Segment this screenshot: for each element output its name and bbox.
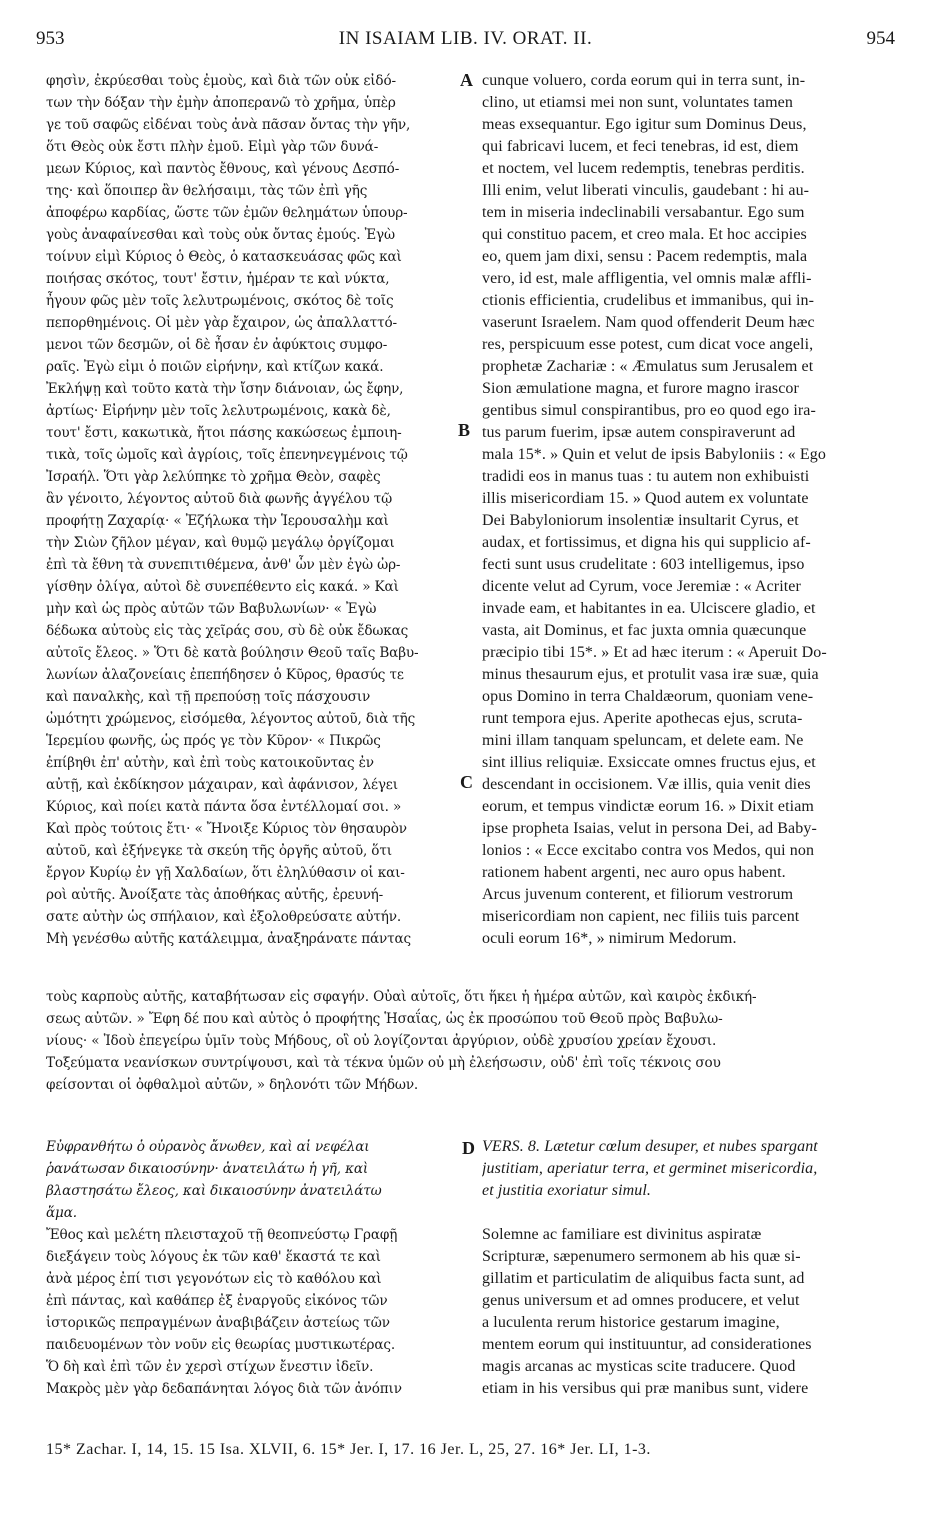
text-line: Ἰσραήλ. Ὅτι γὰρ λελύπηκε τὸ χρῆμα Θεὸν, σαφὲς bbox=[46, 469, 381, 485]
text-line: ραῖς. Ἐγὼ εἰμι ὁ ποιῶν εἰρήνην, καὶ κτίζων κακά. bbox=[46, 359, 384, 375]
text-line: opus Domino in terra Chaldæorum, quoniam vene- bbox=[482, 688, 814, 705]
text-line: meas exsequantur. Ego igitur sum Dominus Deus, bbox=[482, 116, 807, 133]
latin-commentary bbox=[482, 1224, 902, 1400]
text-line: ἐπίβηθι ἐπ' αὐτὴν, καὶ ἐπὶ τοὺς κατοικοῦντας ἐν bbox=[46, 755, 374, 771]
text-line: γίσθην ὀλίγα, αὐτοὶ δὲ συνεπέθεντο εἰς κακά. » Καὶ bbox=[46, 579, 399, 595]
text-line: qui fabricavi lucem, et feci tenebras, id est, diem bbox=[482, 138, 799, 155]
latin-verse-heading bbox=[482, 1136, 902, 1202]
text-line: vero, id est, male affligentia, vel omnis malæ affli- bbox=[482, 270, 812, 287]
text-line: oculi eorum 16*, » nimirum Medorum. bbox=[482, 930, 737, 947]
text-line: ἅμα. bbox=[46, 1205, 77, 1221]
text-line: γοὺς ἀναφαίνεσθαι καὶ τοὺς οὐκ ὄντας ἐμούς. Ἐγὼ bbox=[46, 227, 395, 243]
text-line: eorum, et tempus vindictæ eorum 16. » Dixit etiam bbox=[482, 798, 814, 815]
text-line: Τοξεύματα νεανίσκων συντρίψουσι, καὶ τὰ τέκνα ὑμῶν οὐ μὴ ἐλεήσωσιν, οὐδ' ἐπὶ τοῖς τέκνοις σου bbox=[46, 1055, 721, 1071]
running-header bbox=[36, 28, 895, 58]
text-line: magis arcanas ac mysticas scite traducere. Quod bbox=[482, 1358, 796, 1375]
text-line: ὅτι Θεὸς οὐκ ἔστι πλὴν ἐμοῦ. Εἰμὶ γὰρ τῶν δυνά- bbox=[46, 139, 379, 155]
greek-column-bottom bbox=[46, 1136, 464, 1400]
text-line: ἐπὶ τὰ ἔθνη τὰ συνεπιτιθέμενα, ἀνθ' ὧν μὲν ἐγὼ ὠρ- bbox=[46, 557, 401, 573]
text-line: Κύριος, καὶ ποίει κατὰ πάντα ὅσα ἐντέλλομαί σοι. » bbox=[46, 799, 402, 815]
text-line: a luculenta rerum historice gestarum imagine, bbox=[482, 1314, 780, 1331]
text-line: της· καὶ ὅποιπερ ἂν θελήσαιμι, τὰς τῶν ἐπὶ γῆς bbox=[46, 183, 368, 199]
text-line: Scripturæ, sæpenumero sermonem ab his quæ si- bbox=[482, 1248, 801, 1265]
section-marker-c: C bbox=[460, 772, 473, 792]
text-line: λωνίων ἀλαζονείαις ἐπεπήδησεν ὁ Κῦρος, θρασύς τε bbox=[46, 667, 404, 683]
text-line: πεπορθημένοις. Οἱ μὲν γὰρ ἔχαιρον, ὡς ἀπαλλαττό- bbox=[46, 315, 397, 331]
text-line: μενοι τῶν δεσμῶν, οἱ δὲ ἦσαν ἐν ἀφύκτοις συμφο- bbox=[46, 337, 388, 353]
text-line: invade eam, et habitantes in ea. Ulciscere gladio, et bbox=[482, 600, 816, 617]
text-line: mini illam tanquam speluncam, et delete eam. Ne bbox=[482, 732, 804, 749]
text-line: tus parum fuerim, ipsæ autem conspiraverunt ad bbox=[482, 424, 796, 441]
text-line: δέδωκα αὐτοὺς εἰς τὰς χεῖράς σου, σὺ δὲ οὐκ ἔδωκας bbox=[46, 623, 409, 639]
text-line: παιδευομένων τὸν νοῦν εἰς θεωρίας μυστικωτέρας. bbox=[46, 1337, 395, 1353]
text-line: γε τοῦ σαφῶς εἰδέναι τοὺς ἀνὰ πᾶσαν ὄντας τὴν γῆν, bbox=[46, 117, 411, 133]
text-line: rationem habent argenti, nec auro opus habent. bbox=[482, 864, 786, 881]
text-line: et justitia exoriatur simul. bbox=[482, 1182, 652, 1199]
text-line: τοὺς καρποὺς αὐτῆς, καταβήτωσαν εἰς σφαγήν. Οὐαὶ αὐτοῖς, ὅτι ἥκει ἡ ἡμέρα αὐτῶν, καὶ καιρὸς ἐκδική- bbox=[46, 989, 757, 1005]
text-line: sint illius reliquiæ. Exsiccate omnes fructus ejus, et bbox=[482, 754, 816, 771]
text-line: σατε αὐτὴν ὡς σπήλαιον, καὶ ἐξολοθρεύσατε αὐτήν. bbox=[46, 909, 402, 925]
text-line: ctionis efficientia, crudelibus et immanibus, qui in- bbox=[482, 292, 815, 309]
text-line: σεως αὐτῶν. » Ἔφη δέ που καὶ αὐτὸς ὁ προφήτης Ἡσαΐας, ὡς ἐκ προσώπου τοῦ Θεοῦ πρὸς Βαβυλω- bbox=[46, 1011, 723, 1027]
text-line: ῥανάτωσαν δικαιοσύνην· ἀνατειλάτω ἡ γῆ, καὶ bbox=[46, 1161, 369, 1177]
text-line: mentem eorum qui instituuntur, ad considerationes bbox=[482, 1336, 812, 1353]
text-line: Μακρὸς μὲν γὰρ δεδαπάνηται λόγος διὰ τῶν ἀνόπιν bbox=[46, 1381, 402, 1397]
section-marker-b: B bbox=[458, 420, 471, 440]
text-line: διεξάγειν τοὺς λόγους ἐκ τῶν καθ' ἕκαστά τε καὶ bbox=[46, 1249, 381, 1265]
footnotes: 15* Zachar. I, 14, 15. 15 Isa. XLVII, 6. 15* Jer. I, 17. 16 Jer. L, 25, 27. 16* Jer. LI, 1-3. bbox=[46, 1441, 651, 1458]
text-line: fecti sunt usus crudelitate : 603 intelligemus, ipso bbox=[482, 556, 805, 573]
text-line: Ἐκλήψῃ καὶ τοῦτο κατὰ τὴν ἴσην διάνοιαν, ὡς ἔφην, bbox=[46, 381, 404, 397]
text-line: φείσονται οἱ ὀφθαλμοὶ αὐτῶν, » δηλονότι τῶν Μήδων. bbox=[46, 1077, 419, 1093]
text-line: Ὅ δὴ καὶ ἐπὶ τῶν ἐν χερσὶ στίχων ἔνεστιν ἰδεῖν. bbox=[46, 1359, 374, 1375]
text-line: βλαστησάτω ἔλεος, καὶ δικαιοσύνην ἀνατειλάτω bbox=[46, 1183, 382, 1199]
text-line: ἀποφέρω καρδίας, ὥστε τῶν ἐμῶν θελημάτων ὑπουρ- bbox=[46, 205, 408, 221]
text-line: Καὶ πρὸς τούτοις ἔτι· « Ἤνοιξε Κύριος τὸν θησαυρὸν bbox=[46, 821, 407, 837]
text-line: Ἔθος καὶ μελέτη πλεισταχοῦ τῇ θεοπνεύστῳ Γραφῇ bbox=[46, 1227, 398, 1243]
greek-full-width-block bbox=[46, 986, 906, 1096]
text-line: καὶ παναλκὴς, καὶ τῇ πρεπούσῃ τοῖς πάσχουσιν bbox=[46, 689, 371, 705]
section-marker-a: A bbox=[460, 70, 473, 90]
text-line: lonios : « Ecce excitabo contra vos Medos, qui non bbox=[482, 842, 815, 859]
text-line: runt tempora ejus. Aperite apothecas ejus, scruta- bbox=[482, 710, 803, 727]
text-line: μεων Κύριος, καὶ παντὸς ἔθνους, καὶ γένους Δεσπό- bbox=[46, 161, 400, 177]
text-line: ἀρτίως· Εἰρήνην μὲν τοῖς λελυτρωμένοις, κακὰ δὲ, bbox=[46, 403, 391, 419]
page-number-right: 954 bbox=[866, 28, 895, 49]
text-line: VERS. 8. Lætetur cœlum desuper, et nubes spargant bbox=[482, 1138, 818, 1155]
spacer bbox=[482, 1202, 902, 1224]
text-line: vaserunt Israelem. Nam quod offenderit Deum hæc bbox=[482, 314, 815, 331]
text-line: Εὐφρανθήτω ὁ οὐρανὸς ἄνωθεν, καὶ αἱ νεφέλαι bbox=[46, 1139, 370, 1155]
text-line: illis misericordiam 15. » Quod autem ex voluntate bbox=[482, 490, 809, 507]
text-line: ροὶ αὐτῆς. Ἀνοίξατε τὰς ἀποθήκας αὐτῆς, ἐρευνή- bbox=[46, 887, 384, 903]
text-line: audax, et fortissimus, et digna his qui supplicio af- bbox=[482, 534, 811, 551]
text-line: clino, ut etiamsi mei non sunt, voluntates tamen bbox=[482, 94, 793, 111]
text-line: αὐτοῖς ἔλεος. » Ὅτι δὲ κατὰ βούλησιν Θεοῦ ταῖς Βαβυ- bbox=[46, 645, 419, 661]
text-line: τοίνυν εἰμὶ Κύριος ὁ Θεὸς, ὁ κατασκευάσας φῶς καὶ bbox=[46, 249, 402, 265]
text-line: gentibus simul conspirantibus, pro eo quod ego ira- bbox=[482, 402, 816, 419]
text-line: Arcus juvenum conterent, et filiorum vestrorum bbox=[482, 886, 794, 903]
text-line: τουτ' ἔστι, κακωτικὰ, ἤτοι πάσης κακώσεως ἐμποιη- bbox=[46, 425, 402, 441]
text-line: ἦγουν φῶς μὲν τοῖς λελυτρωμένοις, σκότος δὲ τοῖς bbox=[46, 293, 394, 309]
text-line: vasta, ait Dominus, et fac juxta omnia quæcunque bbox=[482, 622, 807, 639]
running-title: IN ISAIAM LIB. IV. ORAT. II. bbox=[338, 28, 593, 49]
text-line: τὴν Σιὼν ζῆλον μέγαν, καὶ θυμῷ μεγάλῳ ὀργίζομαι bbox=[46, 535, 395, 551]
text-line: etiam in his versibus qui præ manibus sunt, videre bbox=[482, 1380, 809, 1397]
text-line: qui constituo pacem, et creo mala. Et hoc accipies bbox=[482, 226, 807, 243]
page-number-left: 953 bbox=[36, 28, 65, 49]
text-line: ἀνὰ μέρος ἐπί τισι γεγονότων εἰς τὸ καθόλου καὶ bbox=[46, 1271, 382, 1287]
latin-column-bottom bbox=[482, 1136, 902, 1400]
text-line: των τὴν δόξαν τὴν ἐμὴν ἀποπερανῶ τὸ χρῆμα, ὑπὲρ bbox=[46, 95, 396, 111]
text-line: et noctem, vel lucem redemptis, tenebras perditis. bbox=[482, 160, 805, 177]
text-line: eo, quem jam dixi, sensu : Pacem redemptis, mala bbox=[482, 248, 808, 265]
text-line: Dei Babyloniorum insolentiæ insultarit Cyrus, et bbox=[482, 512, 799, 529]
text-line: ποιήσας σκότος, τουτ' ἔστιν, ἡμέραν τε καὶ νύκτα, bbox=[46, 271, 390, 287]
text-line: tradidi eos in manus tuas : tu autem non exhibuisti bbox=[482, 468, 810, 485]
text-line: Illi enim, velut liberati vinculis, gaudebant : hi au- bbox=[482, 182, 810, 199]
text-line: genus universum et ad omnes producere, et velut bbox=[482, 1292, 800, 1309]
text-line: res, perspicuum esse potest, cum dicat voce angeli, bbox=[482, 336, 814, 353]
text-line: misericordiam non capient, nec filiis tuis parcent bbox=[482, 908, 800, 925]
text-line: φησὶν, ἐκρύεσθαι τοὺς ἐμοὺς, καὶ διὰ τῶν οὐκ εἰδό- bbox=[46, 73, 396, 89]
section-marker-d: D bbox=[462, 1138, 475, 1158]
text-line: μὴν καὶ ὡς πρὸς αὐτῶν τῶν Βαβυλωνίων· « Ἐγὼ bbox=[46, 601, 377, 617]
text-line: νίους· « Ἰδοὺ ἐπεγείρω ὑμῖν τοὺς Μήδους, οἳ οὐ λογίζονται ἀργύριον, οὐδὲ χρυσίου χρείαν ἔχουσι. bbox=[46, 1033, 717, 1049]
text-line: dicente velut ad Cyrum, voce Jeremiæ : « Acriter bbox=[482, 578, 801, 595]
latin-column-top bbox=[482, 70, 902, 950]
text-line: descendant in occisionem. Væ illis, quia venit dies bbox=[482, 776, 811, 793]
text-line: τικὰ, τοῖς ὠμοῖς καὶ ἀγρίοις, τοῖς ἐπενηνεγμένοις τῷ bbox=[46, 447, 408, 463]
text-line: Μὴ γενέσθω αὐτῆς κατάλειμμα, ἀναξηράνατε πάντας bbox=[46, 931, 412, 947]
text-line: ipse propheta Isaias, velut in persona Dei, ad Baby- bbox=[482, 820, 817, 837]
greek-verse-heading bbox=[46, 1136, 464, 1224]
text-line: ἐπὶ πάντας, καὶ καθάπερ ἐξ ἐναργοῦς εἰκόνος τῶν bbox=[46, 1293, 388, 1309]
text-line: Solemne ac familiare est divinitus aspiratæ bbox=[482, 1226, 762, 1243]
text-line: ἱστορικῶς πεπραγμένων ἀναβιβάζειν ἀστείως τῶν bbox=[46, 1315, 390, 1331]
text-line: αὐτῇ, καὶ ἐκδίκησον μάχαιραν, καὶ ἀφάνισον, λέγει bbox=[46, 777, 398, 793]
text-line: gillatim et particulatim de aliquibus facta sunt, ad bbox=[482, 1270, 805, 1287]
text-line: tem in miseria indeclinabili versabantur. Ego sum bbox=[482, 204, 805, 221]
text-line: ὠμότητι χρώμενος, εἰσόμεθα, λέγοντος αὐτοῦ, διὰ τῆς bbox=[46, 711, 416, 727]
text-line: minus thesaurum ejus, et protulit vasa iræ suæ, quia bbox=[482, 666, 819, 683]
text-line: cunque voluero, corda eorum qui in terra sunt, in- bbox=[482, 72, 806, 89]
text-line: ἂν γένοιτο, λέγοντος αὐτοῦ διὰ φωνῆς ἀγγέλου τῷ bbox=[46, 491, 393, 507]
text-line: προφήτῃ Ζαχαρίᾳ· « Ἐζήλωκα τὴν Ἱερουσαλὴμ καὶ bbox=[46, 513, 389, 529]
text-line: præcipio tibi 15*. » Et ad hæc iterum : « Aperuit Do- bbox=[482, 644, 827, 661]
text-line: Ἱερεμίου φωνῆς, ὡς πρός γε τὸν Κῦρον· « Πικρῶς bbox=[46, 733, 381, 749]
text-line: prophetæ Zachariæ : « Æmulatus sum Jerusalem et bbox=[482, 358, 814, 375]
greek-commentary bbox=[46, 1224, 464, 1400]
greek-column-top bbox=[46, 70, 464, 950]
text-line: justitiam, aperiatur terra, et germinet misericordia, bbox=[482, 1160, 818, 1177]
text-line: ἔργον Κυρίῳ ἐν γῇ Χαλδαίων, ὅτι ἐληλύθασιν οἱ και- bbox=[46, 865, 405, 881]
text-line: mala 15*. » Quin et velut de ipsis Babyloniis : « Ego bbox=[482, 446, 826, 463]
text-line: αὐτοῦ, καὶ ἐξήνεγκε τὰ σκεύη τῆς ὀργῆς αὐτοῦ, ὅτι bbox=[46, 843, 392, 859]
text-line: Sion æmulatione magna, et furore magno irascor bbox=[482, 380, 799, 397]
